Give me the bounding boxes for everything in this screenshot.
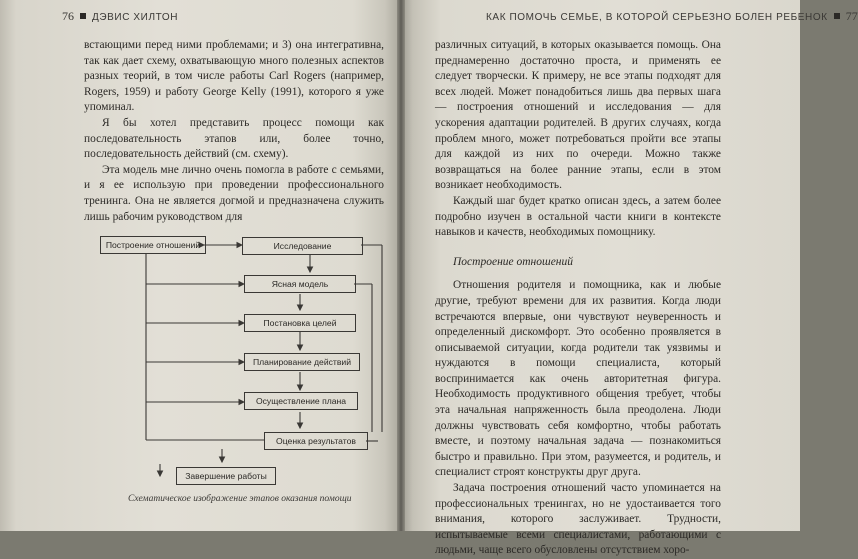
left-page: [0, 0, 401, 531]
process-diagram: [96, 232, 386, 494]
right-title: КАК ПОМОЧЬ СЕМЬЕ, В КОТОРОЙ СЕРЬЕЗНО БОЛЕН РЕБЕНОК: [486, 12, 828, 23]
diagram-relationship-box: Построение отношений: [100, 236, 206, 254]
diagram-caption: Схематическое изображение этапов оказания помощи: [128, 494, 352, 504]
left-running-head: [62, 9, 178, 24]
diagram-step-exploration: Исследование: [242, 237, 363, 255]
paragraph: Отношения родителя и помощника, как и любые другие, требуют времени для их развития. Когда люди встречаются впервые, они чувствуют неуверенность и определенный дискомфорт. Это особенно проявляется в описываемой ситуации, когда родители так уязвимы и нуждаются в помощи специалиста, который воспринимается как очень авторитетная фигура. Необходимость продуктивного общения требует, чтобы эта начальная напряженность была преодолена. Люди должны чувствовать себя комфортно, чтобы работать вместе, и поэтому начальная задача — познакомиться быстро и правильно. При этом, разумеется, и родитель, и специалист строят конструкты друг друга.: [435, 279, 721, 479]
book-gutter: [397, 0, 405, 531]
left-text: [84, 38, 384, 225]
right-running-head: [486, 9, 858, 24]
section-title: Построение отношений: [453, 255, 574, 268]
diagram-final-box: Завершение работы: [176, 467, 276, 485]
diagram-step-implementation: Осуществление плана: [244, 392, 358, 410]
diagram-step-evaluation: Оценка результатов: [264, 432, 368, 450]
diagram-step-action-planning: Планирование действий: [244, 353, 360, 371]
paragraph: встающими перед ними проблемами; и 3) она интегративна, так как дает схему, охватывающую много полезных аспектов разных теорий, в том числе работы Carl Rogers (например, Rogers, 1959) и работу George Kelly (1991), которого я уже упоминал.: [84, 39, 384, 114]
left-author: ДЭВИС ХИЛТОН: [92, 12, 179, 23]
diagram-step-clear-model: Ясная модель: [244, 275, 356, 293]
right-page: [401, 0, 858, 557]
header-square-icon: [834, 13, 840, 19]
right-text: [435, 38, 721, 559]
paragraph: различных ситуаций, в которых оказывается помощь. Она преднамеренно достаточно проста, и применять ее следует творчески. К примеру, не все этапы подходят для всех людей. Может понадобиться лишь два первых шага — построения отношений и исследования — для ускорения адаптации родителей. В других случаях, когда проблем много, может потребоваться пройти все этапы для каждой из них по очереди. Можно также возвращаться на более ранние этапы, если в этом возникает необходимость.: [435, 39, 721, 192]
diagram-step-goal-setting: Постановка целей: [244, 314, 356, 332]
header-square-icon: [80, 13, 86, 19]
paragraph: Я бы хотел представить процесс помощи как последовательность этапов или, более точно, последовательность действий (см. схему).: [84, 116, 384, 161]
paragraph: Каждый шаг будет кратко описан здесь, а затем более подробно изучен в остальной части книги в контексте навыков и качеств, необходимых помощнику.: [435, 194, 721, 239]
left-page-number: 76: [62, 9, 74, 23]
paragraph: Эта модель мне лично очень помогла в работе с семьями, и я ее использую при проведении профессионального тренинга. Она не является догмой и предназначена служить лишь рабочим руководством для: [84, 163, 384, 223]
right-page-number: 77: [845, 9, 858, 23]
paragraph: Задача построения отношений часто упоминается на профессиональных тренингах, но не удостаивается того внимания, которого заслуживает. Трудности, испытываемые всеми специалистами, работающими с людьми, чаще всего обусловлены отсутствием хоро-: [435, 482, 721, 557]
